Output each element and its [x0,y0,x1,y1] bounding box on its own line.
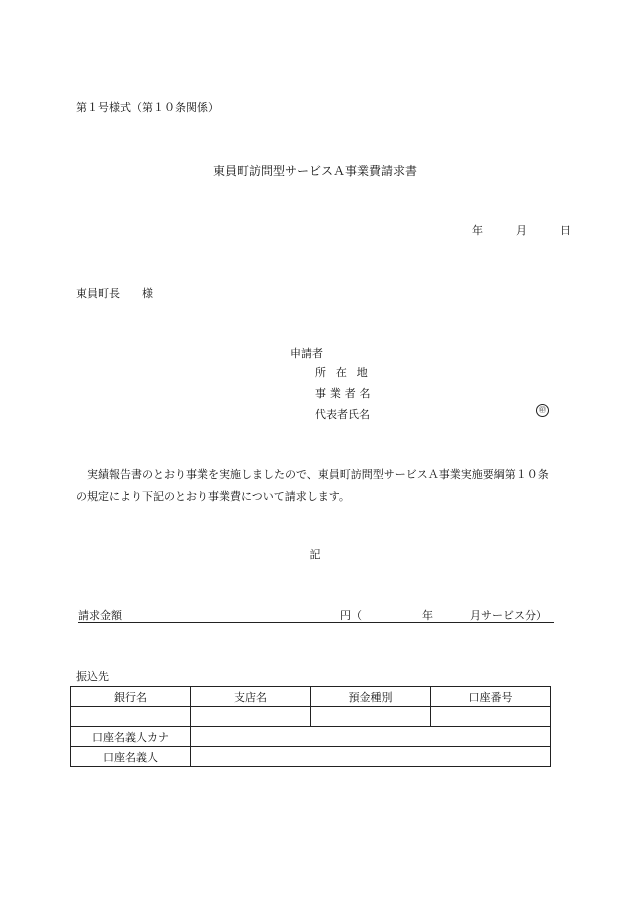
account-holder-kana-label: 口座名義人カナ [71,727,191,747]
account-holder-kana-cell[interactable] [191,727,551,747]
address-label: 所在地 [315,366,378,379]
business-name-label: 事業者名 [315,387,375,400]
account-holder-label: 口座名義人 [71,747,191,767]
account-number-header: 口座番号 [431,687,551,707]
transfer-label: 振込先 [76,670,109,683]
deposit-type-header: 預金種別 [311,687,431,707]
ki-heading: 記 [309,548,321,561]
addressee: 東員町長 様 [76,287,153,300]
representative-label: 代表者氏名 [315,408,370,421]
branch-name-header: 支店名 [191,687,311,707]
deposit-type-cell[interactable] [311,707,431,727]
date-day: 日 [560,224,571,237]
bank-name-header: 銀行名 [71,687,191,707]
amount-month-service: 月サービス分） [470,609,547,622]
date-year: 年 [472,224,483,237]
amount-year: 年 [422,609,433,622]
amount-yen: 円（ [340,609,362,622]
amount-label: 請求金額 [78,609,122,622]
form-number: 第１号様式（第１０条関係） [76,101,219,114]
request-statement: 実績報告書のとおり事業を実施しましたので、東員町訪問型サービスＡ事業実施要綱第１０条の規定により下記のとおり事業費について請求します。 [76,468,549,503]
applicant-label: 申請者 [290,347,323,360]
date-month: 月 [516,224,527,237]
document-title: 東員町訪問型サービスＡ事業費請求書 [212,164,417,178]
date-line [472,222,571,238]
bank-header-row [71,687,551,707]
branch-name-cell[interactable] [191,707,311,727]
holder-row [71,747,551,767]
account-number-cell[interactable] [431,707,551,727]
account-holder-cell[interactable] [191,747,551,767]
bank-table [70,686,551,767]
seal-mark: ㊞ [536,404,549,417]
bank-value-row [71,707,551,727]
kana-row [71,727,551,747]
amount-row [78,607,554,623]
bank-name-cell[interactable] [71,707,191,727]
